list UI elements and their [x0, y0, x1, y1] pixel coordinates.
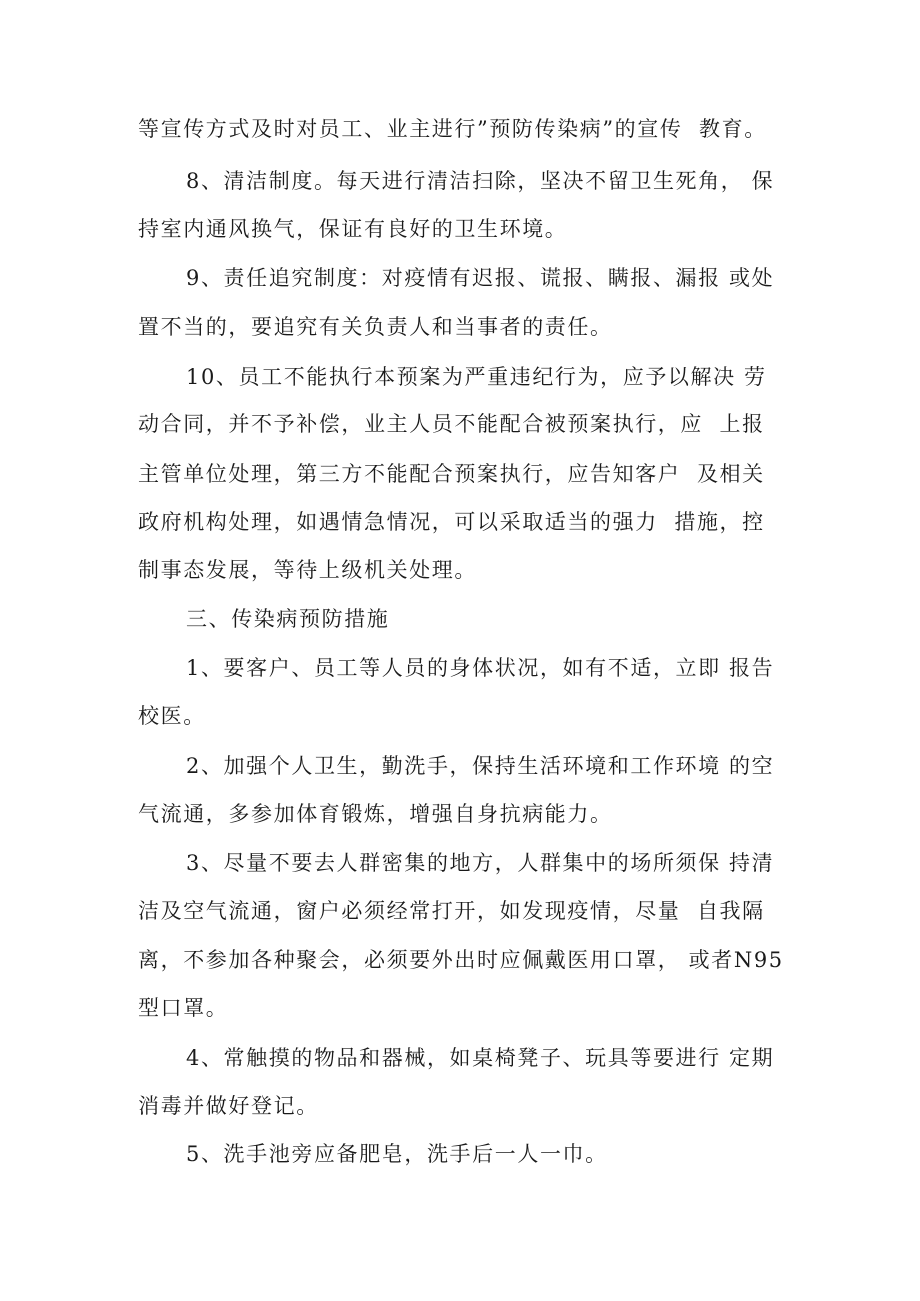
text-line: 持室内通风换气，保证有良好的卫生环境。: [138, 217, 568, 241]
text-line: 制事态发展，等待上级机关处理。: [138, 558, 477, 582]
text-line: 型口罩。: [138, 996, 229, 1020]
text-line: 2、加强个人卫生，勤洗手，保持生活环境和工作环境 的空: [186, 754, 775, 778]
text-line: 洁及空气流通，窗户必须经常打开，如发现疫情，尽量 自我隔: [138, 899, 765, 923]
text-line: 1、要客户、员工等人员的身体状况，如有不适，立即 报告: [186, 656, 775, 680]
text-line: 3、尽量不要去人群密集的地方，人群集中的场所须保 持清: [186, 851, 775, 875]
text-line: 4、常触摸的物品和器械，如桌椅凳子、玩具等要进行 定期: [186, 1046, 775, 1070]
text-line: 置不当的，要追究有关负责人和当事者的责任。: [138, 315, 613, 339]
text-line: 10、员工不能执行本预案为严重违纪行为，应予以解决 劳: [186, 365, 767, 389]
text-line: 政府机构处理，如遇情急情况，可以采取适当的强力 措施，控: [138, 510, 765, 534]
text-line: 主管单位处理，第三方不能配合预案执行，应告知客户 及相关: [138, 462, 765, 486]
text-line: 9、责任追究制度：对疫情有迟报、谎报、瞒报、漏报 或处: [186, 266, 775, 290]
text-line: 5、洗手池旁应备肥皂，洗手后一人一巾。: [186, 1142, 608, 1166]
section-heading: 三、传染病预防措施: [186, 607, 390, 631]
text-line: 等宣传方式及时对员工、业主进行”预防传染病”的宣传 教育。: [138, 117, 767, 141]
text-line: 消毒并做好登记。: [138, 1094, 319, 1118]
text-line: 8、清洁制度。每天进行清洁扫除，坚决不留卫生死角， 保: [186, 169, 775, 193]
text-line: 动合同，并不予补偿，业主人员不能配合被预案执行，应 上报: [138, 412, 765, 436]
text-line: 离，不参加各种聚会，必须要外出时应佩戴医用口罩， 或者N95: [138, 948, 784, 972]
text-line: 校医。: [138, 704, 206, 728]
text-line: 气流通，多参加体育锻炼，增强自身抗病能力。: [138, 802, 613, 826]
